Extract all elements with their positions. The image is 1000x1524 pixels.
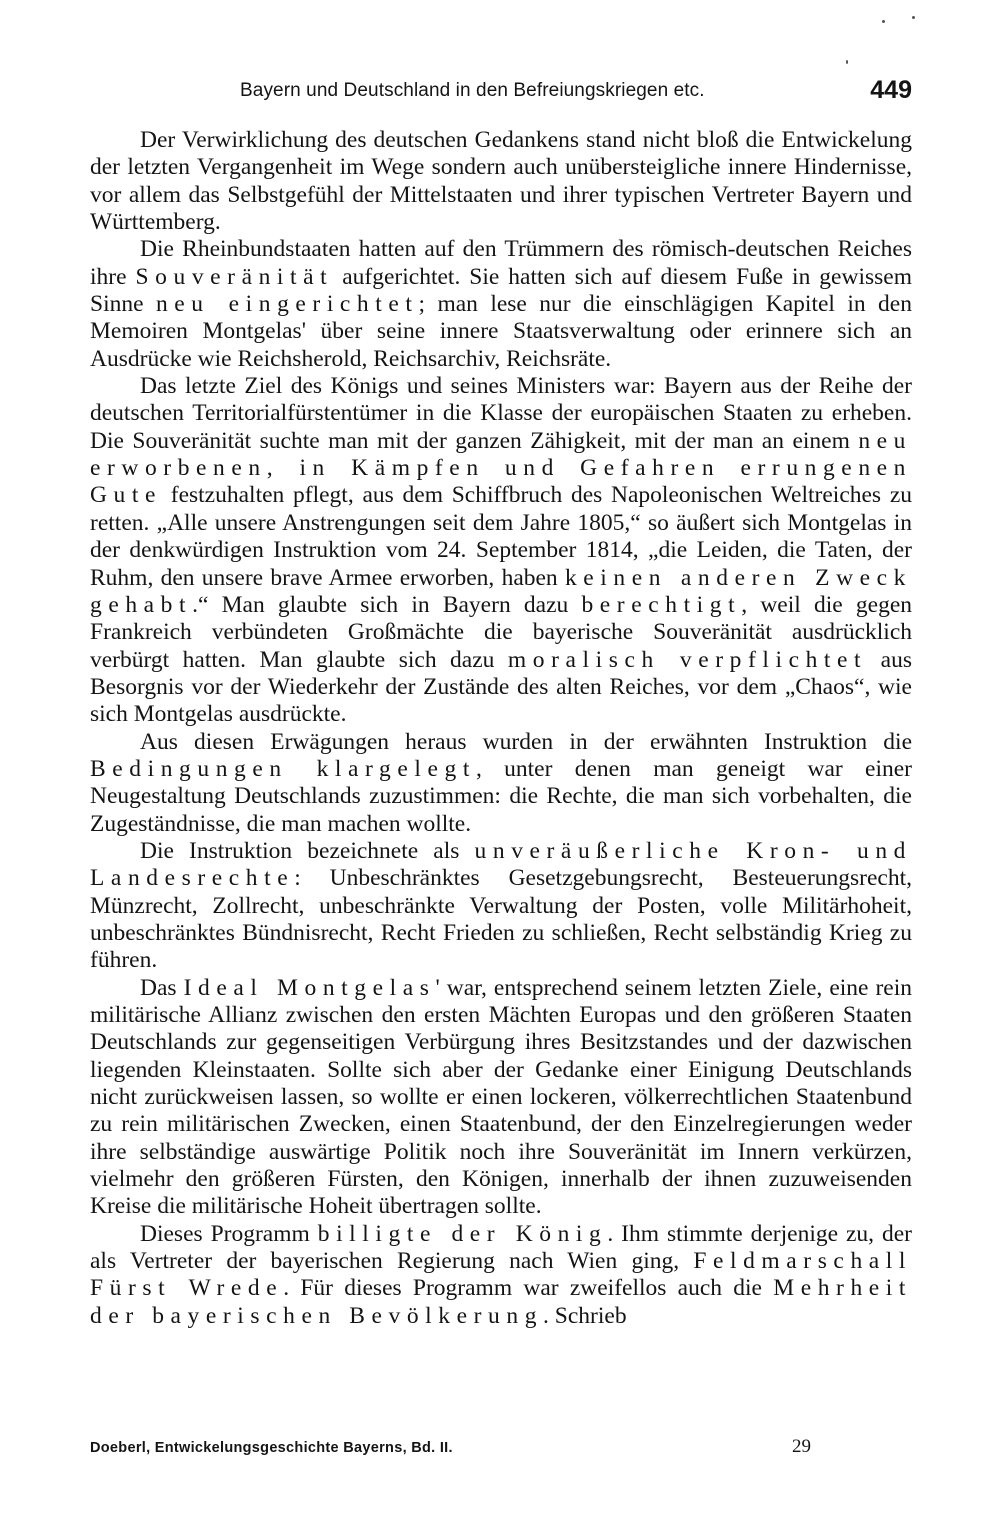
emphasis-text: Mehrheit der bayerischen Bevölkerung xyxy=(90,1275,912,1329)
paragraph xyxy=(90,838,912,975)
signature-mark: 29 xyxy=(792,1436,811,1457)
text-run: ' war, entsprechend seinem letzten Ziele, eine rein militärische Allianz zwischen den ersten Mächten Europas und den größeren Staaten Deutschlands zur gegenseitigen Verbürgung ihres Besitzstandes und der dazwischen liegenden Kleinstaaten. Sollte sich aber der Gedanke einer Einigung Deutschlands nicht zurückweisen lassen, so wollte er einen lockeren, völkerrechtlichen Staatenbund zu rein militärischen Zwecken, einen Staatenbund, der den Einzelregierungen weder ihre selbständige auswärtige Politik noch ihre Souveränität im Innern verkürzen, vielmehr den größeren Fürsten, den Königen, innerhalb der ihnen zuzuweisenden Kreise die militärische Hoheit übertragen sollte. xyxy=(90,974,913,1220)
text-run: Das letzte Ziel des Königs und seines Ministers war: Bayern aus der Reihe der deutschen Territorialfürstentümer in die Klasse der europäischen Staaten zu erheben. Die Souveränität suchte man mit der ganzen Zähigkeit, mit der man an einem xyxy=(90,373,912,454)
text-run: ; man lese nur die einschlägigen Kapitel in den Memoiren Montgelas' über seine innere Staatsverwaltung oder erinnere sich an Ausdrücke wie Reichsherold, Reichsarchiv, Reichsräte. xyxy=(90,291,912,372)
text-run: Das xyxy=(140,974,184,1001)
emphasis-text: berechtigt xyxy=(581,591,742,618)
text-run: . Schrieb xyxy=(543,1302,627,1329)
emphasis-text: Feldmarschall Fürst Wrede xyxy=(90,1248,912,1302)
running-head: Bayern und Deutschland in den Befreiungskriegen etc. xyxy=(240,80,705,101)
text-run: Dieses Programm xyxy=(140,1220,318,1247)
emphasis-text: keinen anderen Zweck gehabt xyxy=(90,564,912,618)
page-header xyxy=(90,76,920,112)
scan-speck xyxy=(846,60,848,64)
emphasis-text: moralisch verpflichtet xyxy=(507,646,868,673)
paragraph xyxy=(90,975,912,1221)
text-run: aus Besorgnis vor der Wiederkehr der Zustände des alten Reiches, vor dem „Chaos“, wie sich Montgelas ausdrückte. xyxy=(90,646,912,728)
text-run: Die Rheinbundstaaten hatten auf den Trümmern des römisch-deutschen Reiches ihre xyxy=(90,236,912,290)
text-run: aufgerichtet. Sie hatten sich auf diesem Fuße in gewissem Sinne xyxy=(90,263,912,318)
text-run: .“ Man glaubte sich in Bayern dazu xyxy=(192,591,582,618)
page-number: 449 xyxy=(870,76,912,104)
emphasis-text: Souveränität xyxy=(135,263,334,290)
emphasis-text: neu eingerichtet xyxy=(155,291,419,318)
text-run: Der Verwirklichung des deutschen Gedankens stand nicht bloß die Entwickelung der letzten Vergangenheit im Wege sondern auch unübersteigliche innere Hindernisse, vor allem das Selbstgefühl der Mittelstaaten und ihrer typischen Vertreter Bayern und Württemberg. xyxy=(90,127,912,236)
text-run: Aus diesen Erwägungen heraus wurden in der erwähnten Instruktion die xyxy=(140,728,912,755)
text-run: . Ihm stimmte derjenige zu, der als Vertreter der bayerischen Regierung nach Wien ging, xyxy=(90,1220,912,1275)
paragraph xyxy=(90,729,912,838)
emphasis-text: neu erworbenen, in Kämpfen und Gefahren errungenen Gute xyxy=(90,427,912,509)
text-run: . Für dieses Programm war zweifellos auch die xyxy=(283,1275,774,1302)
scan-speck xyxy=(882,20,885,23)
paragraph xyxy=(90,373,912,728)
text-run: festzuhalten pflegt, aus dem Schiffbruch des Napoleonischen Weltreiches zu retten. „Alle unsere Anstrengungen seit dem Jahre 1805,“ so äußert sich Montgelas in der denkwürdigen Instruktion vom 24. September 1814, „die Leiden, die Taten, der Ruhm, den unsere brave Armee erworben, haben xyxy=(90,482,912,591)
paragraph xyxy=(90,127,912,236)
body-text xyxy=(90,127,912,1330)
emphasis-text: billigte der König xyxy=(317,1220,608,1247)
text-run: : Unbeschränktes Gesetzgebungsrecht, Besteuerungsrecht, Münzrecht, Zollrecht, unbeschränkte Verwaltung der Posten, volle Militärhoheit, unbeschränktes Bündnisrecht, Recht Frieden zu schließen, Recht selbständig Krieg zu führen. xyxy=(90,865,912,974)
printer-signature: Doeberl, Entwickelungsgeschichte Bayerns, Bd. II. xyxy=(90,1440,453,1456)
paragraph xyxy=(90,1221,912,1330)
page-footer xyxy=(90,1436,912,1466)
paragraph xyxy=(90,236,912,373)
emphasis-text: unveräußerliche Kron- und Landesrechte xyxy=(90,837,912,892)
emphasis-text: Bedingungen klargelegt xyxy=(90,755,476,782)
text-run: , unter denen man geneigt war einer Neugestaltung Deutschlands zuzustimmen: die Rechte, die man sich vorbehalten, die Zugeständnisse, die man machen wollte. xyxy=(90,755,912,837)
text-run: Die Instruktion bezeichnete als xyxy=(140,837,475,864)
scan-speck xyxy=(912,16,915,19)
text-run: , weil die gegen Frankreich verbündeten Großmächte die bayerische Souveränität ausdrücklich verbürgt hatten. Man glaubte sich dazu xyxy=(90,591,913,673)
emphasis-text: Ideal Montgelas xyxy=(183,974,436,1001)
